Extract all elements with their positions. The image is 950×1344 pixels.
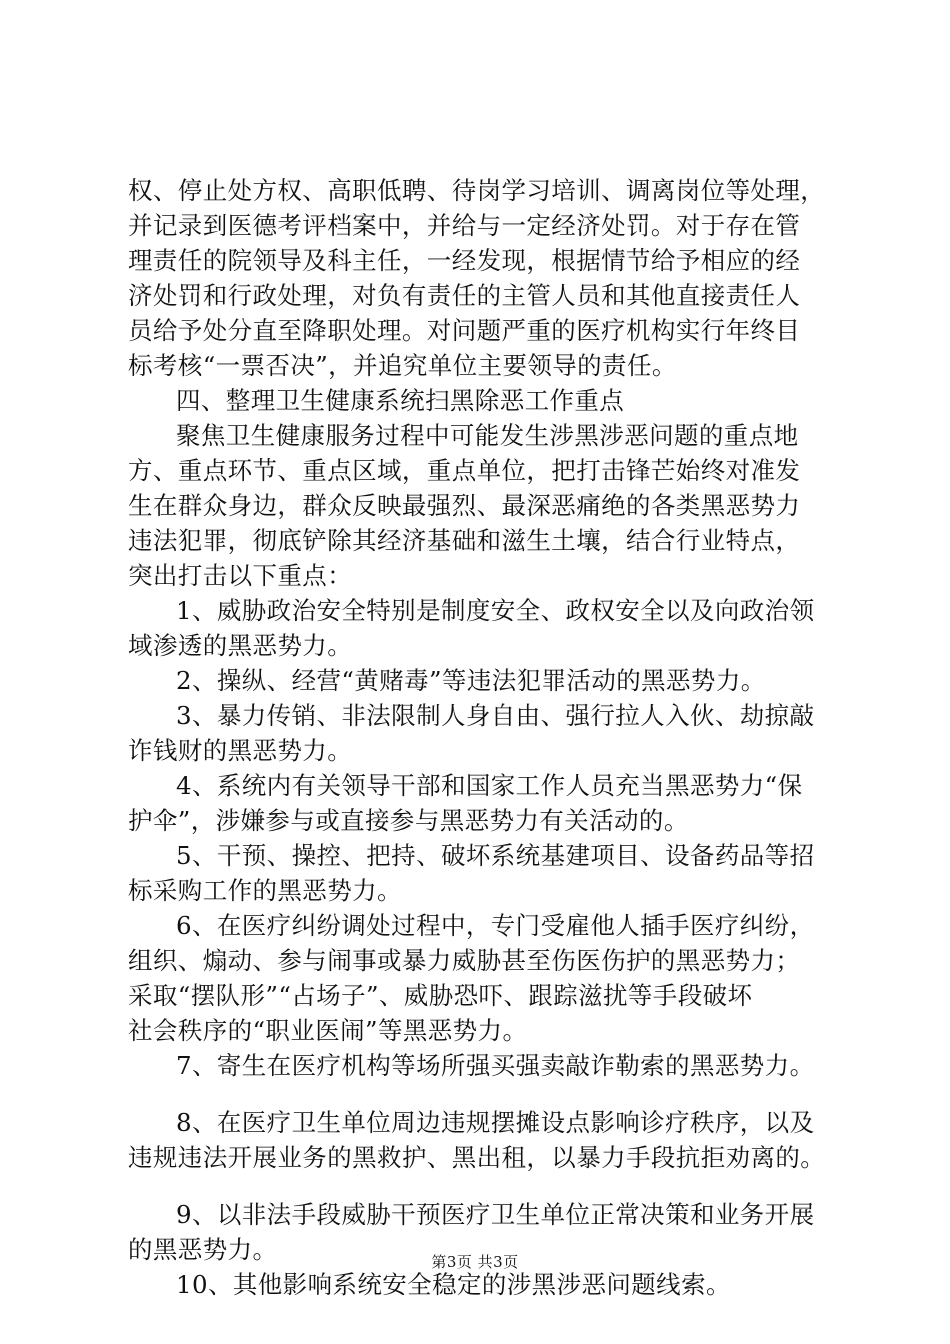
list-item: 3、暴力传销、非法限制人身自由、强行拉人入伙、劫掠敲 <box>176 701 815 730</box>
text-line: 域渗透的黑恶势力。 <box>128 631 353 660</box>
list-item: 7、寄生在医疗机构等场所强买强卖敲诈勒索的黑恶势力。 <box>176 1051 815 1080</box>
list-item: 1、威胁政治安全特别是制度安全、政权安全以及向政治领 <box>176 596 815 625</box>
text-line: 并记录到医德考评档案中，并给与一定经济处罚。对于存在管 <box>128 211 801 240</box>
text-line: 采取“摆队形”“占场子”、威胁恐吓、跟踪滋扰等手段破坏 <box>128 981 753 1010</box>
list-item: 10、其他影响系统安全稳定的涉黑涉恶问题线索。 <box>176 1270 731 1299</box>
text-line: 标采购工作的黑恶势力。 <box>128 876 402 905</box>
text-line: 违法犯罪，彻底铲除其经济基础和滋生土壤，结合行业特点， <box>128 526 801 555</box>
list-item: 4、系统内有关领导干部和国家工作人员充当黑恶势力“保 <box>176 771 803 800</box>
text-line: 诈钱财的黑恶势力。 <box>128 736 353 765</box>
text-line: 方、重点环节、重点区域，重点单位，把打击锋芒始终对准发 <box>128 456 801 485</box>
text-line: 理责任的院领导及科主任，一经发现，根据情节给予相应的经 <box>128 246 801 275</box>
text-line: 标考核“一票否决”，并追究单位主要领导的责任。 <box>128 351 677 380</box>
list-item: 8、在医疗卫生单位周边违规摆摊设点影响诊疗秩序，以及 <box>176 1108 815 1137</box>
list-item: 5、干预、操控、把持、破坏系统基建项目、设备药品等招 <box>176 841 815 870</box>
text-line: 社会秩序的“职业医闹”等黑恶势力。 <box>128 1016 528 1045</box>
section-heading: 四、整理卫生健康系统扫黑除恶工作重点 <box>176 386 625 415</box>
text-line: 生在群众身边，群众反映最强烈、最深恶痛绝的各类黑恶势力 <box>128 491 801 520</box>
list-item: 6、在医疗纠纷调处过程中，专门受雇他人插手医疗纠纷， <box>176 911 815 940</box>
text-line: 突出打击以下重点： <box>128 561 353 590</box>
page-footer: 第3页 共3页 <box>431 1253 519 1271</box>
text-line: 济处罚和行政处理，对负有责任的主管人员和其他直接责任人 <box>128 281 801 310</box>
text-line: 的黑恶势力。 <box>128 1235 278 1264</box>
text-line: 员给予处分直至降职处理。对问题严重的医疗机构实行年终目 <box>128 316 801 345</box>
text-line: 违规违法开展业务的黑救护、黑出租，以暴力手段抗拒劝离的。 <box>128 1143 826 1172</box>
text-line: 聚焦卫生健康服务过程中可能发生涉黑涉恶问题的重点地 <box>176 421 799 450</box>
text-line: 权、停止处方权、高职低聘、待岗学习培训、调离岗位等处理， <box>128 176 826 205</box>
text-line: 护伞”，涉嫌参与或直接参与黑恶势力有关活动的。 <box>128 806 689 835</box>
text-line: 组织、煽动、参与闹事或暴力威胁甚至伤医伤护的黑恶势力； <box>128 946 801 975</box>
list-item: 2、操纵、经营“黄赌毒”等违法犯罪活动的黑恶势力。 <box>176 666 766 695</box>
list-item: 9、以非法手段威胁干预医疗卫生单位正常决策和业务开展 <box>176 1200 815 1229</box>
